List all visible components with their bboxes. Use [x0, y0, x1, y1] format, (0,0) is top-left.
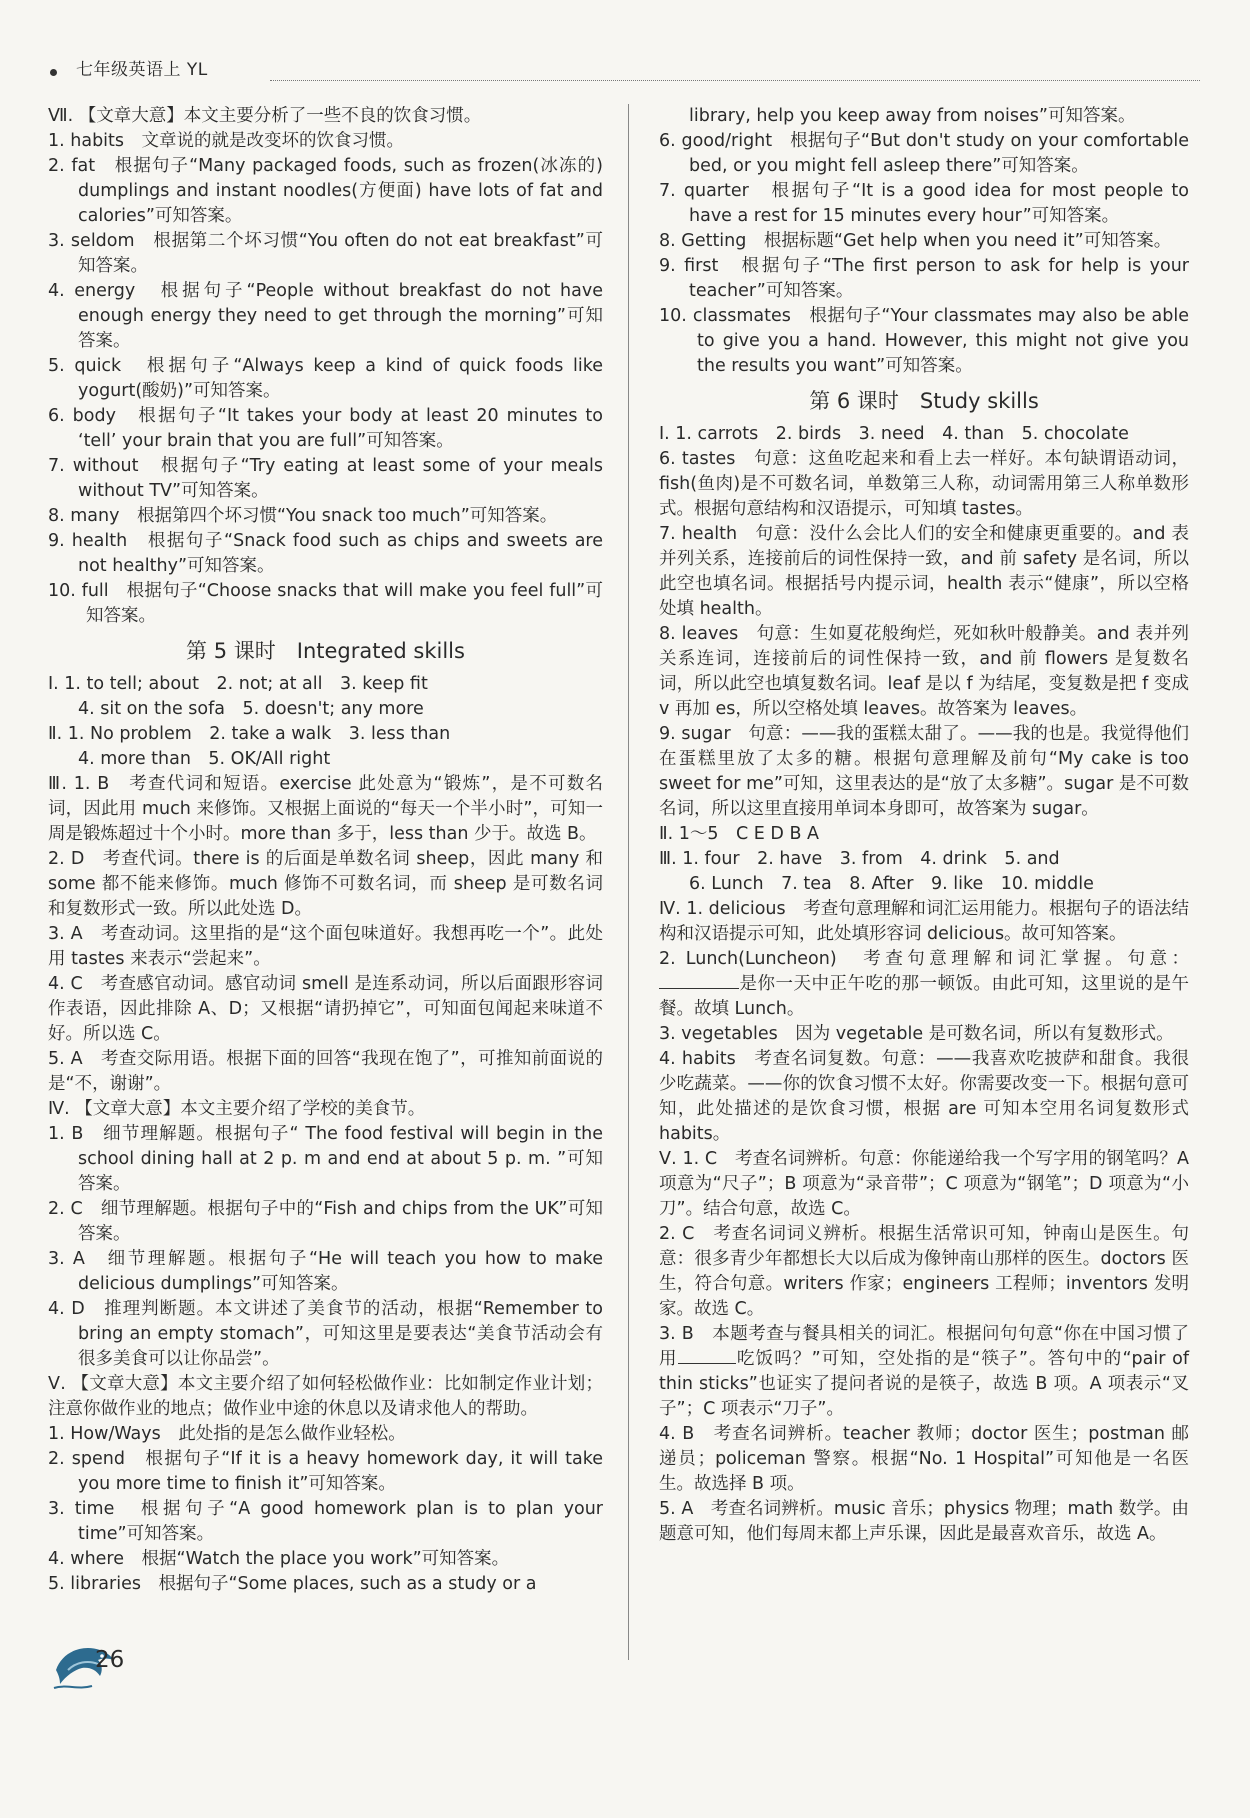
answer-text: 吃饭吗？”可知，空处指的是“筷子”。答句中的“pair of thin sticks”也证实了提问者说的是筷子，故选 B 项。A 项表示“叉子”；C 项表示“刀子”。 — [659, 1349, 1190, 1419]
answer-item: 8. many 根据第四个坏习惯“You snack too much”可知答案。 — [48, 506, 558, 526]
answer-column-left — [48, 104, 603, 1597]
answer-item: 4. energy 根据句子“People without breakfast do not have enough energy they need to get through the morning”可知答案。 — [48, 281, 603, 351]
answer-paragraph: 4. B 考查名词辨析。teacher 教师；doctor 医生；postman 邮递员；policeman 警察。根据“No. 1 Hospital”可知他是一名医生。故选择 B 项。 — [659, 1424, 1189, 1494]
answer-paragraph: Ⅴ. 1. C 考查名词辨析。句意：你能递给我一个写字用的钢笔吗？A 项意为“尺子”；B 项意为“录音带”；C 项意为“钢笔”；D 项意为“小刀”。结合句意，故选 C。 — [659, 1149, 1189, 1219]
answer-paragraph: 8. leaves 句意：生如夏花般绚烂，死如秋叶般静美。and 表并列关系连词，连接前后的词性保持一致，and 前 flowers 是复数名词，所以此空也填复数名词。leaf 是以 f 为结尾，变复数是把 f 变成 v 再加 es，所以空格处填 leaves。故答案为 leaves。 — [659, 624, 1189, 719]
answer-paragraph: 7. health 句意：没什么会比人们的安全和健康更重要的。and 表并列关系，连接前后的词性保持一致，and 前 safety 是名词，所以此空也填名词。根据括号内提示词，health 表示“健康”，所以空格处填 health。 — [659, 524, 1189, 619]
answer-item: 10. full 根据句子“Choose snacks that will make you feel full”可知答案。 — [48, 581, 603, 626]
answer-text: 3. B 本题考查与餐具相关的词汇。根据问句句意“你在中国习惯了用 — [659, 1324, 1189, 1369]
book-title: 七年级英语上 YL — [76, 60, 208, 80]
answer-paragraph: Ⅲ. 1. B 考查代词和短语。exercise 此处意为“锻炼”，是不可数名词，因此用 much 来修饰。又根据上面说的“每天一个半小时”，可知一周是锻炼超过十个小时。more than 多于，less than 少于。故选 B。 — [48, 774, 603, 844]
answer-paragraph: 4. habits 考查名词复数。句意：——我喜欢吃披萨和甜食。我很少吃蔬菜。——你的饮食习惯不太好。你需要改变一下。根据句意可知，此处描述的是饮食习惯，根据 are 可知本空用名词复数形式 habits。 — [659, 1049, 1189, 1144]
answer-item: 4. more than 5. OK/All right — [78, 749, 331, 769]
answer-paragraph — [659, 947, 1189, 1022]
answer-paragraph: 3. vegetables 因为 vegetable 是可数名词，所以有复数形式。 — [659, 1024, 1174, 1044]
answer-item: 10. classmates 根据句子“Your classmates may also be able to give you a hand. However, this might not give you the results you want”可知答案。 — [659, 306, 1189, 376]
page-number: 26 — [95, 1647, 125, 1673]
answer-paragraph: 3. A 考查动词。这里指的是“这个面包味道好。我想再吃一个”。此处用 tastes 来表示“尝起来”。 — [48, 924, 603, 969]
answer-item: 4. where 根据“Watch the place you work”可知答案。 — [48, 1549, 510, 1569]
lesson-heading: 第 5 课时 Integrated skills — [186, 639, 465, 663]
answer-item: 5. quick 根据句子“Always keep a kind of quick foods like yogurt(酸奶)”可知答案。 — [48, 356, 603, 401]
answer-item: library, help you keep away from noises”可知答案。 — [689, 106, 1136, 126]
answer-paragraph — [659, 1322, 1189, 1422]
answer-text: 是你一天中正午吃的那一顿饭。由此可知，这里说的是午餐。故填 Lunch。 — [659, 974, 1189, 1019]
answer-item: 2. C 细节理解题。根据句子中的“Fish and chips from the UK”可知答案。 — [48, 1199, 603, 1244]
answer-item: 8. Getting 根据标题“Get help when you need it”可知答案。 — [659, 231, 1172, 251]
answer-item: 6. Lunch 7. tea 8. After 9. like 10. middle — [689, 874, 1094, 894]
answer-item: 4. sit on the sofa 5. doesn't; any more — [78, 699, 424, 719]
answer-item: 7. quarter 根据句子“It is a good idea for most people to have a rest for 15 minutes every hour”可知答案。 — [659, 181, 1189, 226]
answer-item: 2. spend 根据句子“If it is a heavy homework day, it will take you more time to finish it”可知答案。 — [48, 1449, 603, 1494]
header-rule — [270, 80, 1200, 81]
answer-paragraph: Ⅱ. 1～5 C E D B A — [659, 824, 819, 844]
answer-paragraph: 5. A 考查交际用语。根据下面的回答“我现在饱了”，可推知前面说的是“不，谢谢”。 — [48, 1049, 603, 1094]
bullet-dot-icon — [50, 69, 57, 76]
answer-paragraph: 6. tastes 句意：这鱼吃起来和看上去一样好。本句缺谓语动词，fish(鱼肉)是不可数名词，单数第三人称，动词需用第三人称单数形式。根据句意结构和汉语提示，可知填 tastes。 — [659, 449, 1189, 519]
answer-paragraph: Ⅴ. 【文章大意】本文主要介绍了如何轻松做作业：比如制定作业计划；注意你做作业的地点；做作业中途的休息以及请求他人的帮助。 — [48, 1374, 603, 1419]
answer-paragraph: 9. sugar 句意：——我的蛋糕太甜了。——我的也是。我觉得他们在蛋糕里放了太多的糖。根据句意理解及前句“My cake is too sweet for me”可知，这里表达的是“放了太多糖”。sugar 是不可数名词，所以这里直接用单词本身即可，故答案为 sugar。 — [659, 724, 1189, 819]
answer-item: 3. time 根据句子“A good homework plan is to plan your time”可知答案。 — [48, 1499, 603, 1544]
answer-paragraph: Ⅳ. 【文章大意】本文主要介绍了学校的美食节。 — [48, 1099, 426, 1119]
answer-item: 9. health 根据句子“Snack food such as chips and sweets are not healthy”可知答案。 — [48, 531, 603, 576]
answer-item: 4. D 推理判断题。本文讲述了美食节的活动，根据“Remember to bring an empty stomach”，可知这里是要表达“美食节活动会有很多美食可以让你品尝”。 — [48, 1299, 603, 1369]
answer-paragraph: 5. A 考查名词辨析。music 音乐；physics 物理；math 数学。由题意可知，他们每周末都上声乐课，因此是最喜欢音乐，故选 A。 — [659, 1499, 1189, 1544]
answer-column-right — [659, 104, 1189, 1547]
answer-item: 6. good/right 根据句子“But don't study on your comfortable bed, or you might fell asleep there”可知答案。 — [659, 131, 1189, 176]
answer-paragraph: 2. D 考查代词。there is 的后面是单数名词 sheep，因此 many 和 some 都不能来修饰。much 修饰不可数名词，而 sheep 是可数名词和复数形式一致。所以此处选 D。 — [48, 849, 603, 919]
answer-paragraph: Ⅰ. 1. carrots 2. birds 3. need 4. than 5. chocolate — [659, 424, 1129, 444]
answer-item: 1. How/Ways 此处指的是怎么做作业轻松。 — [48, 1424, 406, 1444]
answer-item: 5. libraries 根据句子“Some places, such as a study or a — [48, 1574, 537, 1594]
answer-item: 1. B 细节理解题。根据句子“ The food festival will begin in the school dining hall at 2 p. m and end at about 5 p. m. ”可知答案。 — [48, 1124, 603, 1194]
answer-paragraph: Ⅲ. 1. four 2. have 3. from 4. drink 5. and — [659, 849, 1060, 869]
answer-item: 3. A 细节理解题。根据句子“He will teach you how to make delicious dumplings”可知答案。 — [48, 1249, 603, 1294]
answer-item: 9. first 根据句子“The first person to ask for help is your teacher”可知答案。 — [659, 256, 1189, 301]
answer-item: 3. seldom 根据第二个坏习惯“You often do not eat breakfast”可知答案。 — [48, 231, 603, 276]
answer-paragraph: Ⅱ. 1. No problem 2. take a walk 3. less than — [48, 724, 451, 744]
answer-text: 2. Lunch(Luncheon) 考查句意理解和词汇掌握。句意： — [659, 949, 1189, 969]
blank-line — [659, 974, 739, 989]
answer-paragraph: Ⅳ. 1. delicious 考查句意理解和词汇运用能力。根据句子的语法结构和汉语提示可知，此处填形容词 delicious。故可知答案。 — [659, 899, 1189, 944]
answer-item: 1. habits 文章说的就是改变坏的饮食习惯。 — [48, 131, 405, 151]
answer-item: 7. without 根据句子“Try eating at least some of your meals without TV”可知答案。 — [48, 456, 603, 501]
answer-paragraph: Ⅰ. 1. to tell; about 2. not; at all 3. keep fit — [48, 674, 428, 694]
lesson-heading: 第 6 课时 Study skills — [809, 389, 1039, 413]
answer-paragraph: 2. C 考查名词词义辨析。根据生活常识可知，钟南山是医生。句意：很多青少年都想长大以后成为像钟南山那样的医生。doctors 医生，符合句意。writers 作家；engineers 工程师；inventors 发明家。故选 C。 — [659, 1224, 1189, 1319]
answer-item: 6. body 根据句子“It takes your body at least 20 minutes to ‘tell’ your brain that you are full”可知答案。 — [48, 406, 603, 451]
answer-paragraph: 4. C 考查感官动词。感官动词 smell 是连系动词，所以后面跟形容词作表语，因此排除 A、D；又根据“请扔掉它”，可知面包闻起来味道不好。所以选 C。 — [48, 974, 603, 1044]
blank-line — [678, 1349, 736, 1364]
page-header — [50, 58, 1200, 86]
answer-item: 2. fat 根据句子“Many packaged foods, such as frozen(冰冻的) dumplings and instant noodles(方便面) have lots of fat and calories”可知答案。 — [48, 156, 603, 226]
column-divider — [628, 104, 629, 1660]
answer-paragraph: Ⅶ. 【文章大意】本文主要分析了一些不良的饮食习惯。 — [48, 106, 482, 126]
